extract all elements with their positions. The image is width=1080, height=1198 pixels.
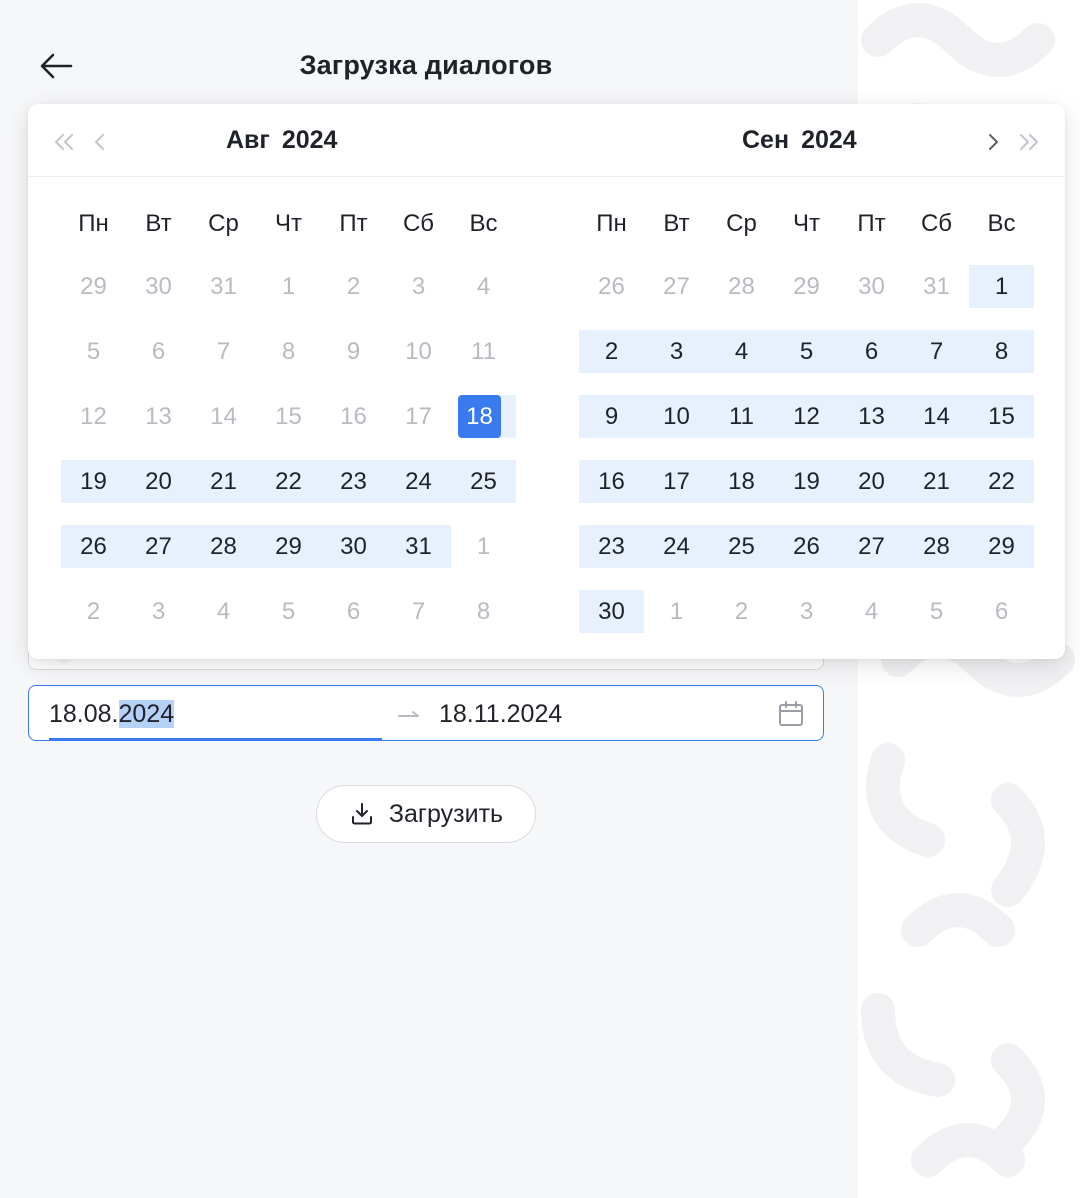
right-month-title	[742, 126, 857, 155]
day-cell[interactable]: 19	[61, 460, 126, 503]
day-cell[interactable]: 2	[579, 330, 644, 373]
day-cell[interactable]: 2	[734, 598, 749, 625]
day-cell[interactable]: 20	[839, 460, 904, 503]
day-cell[interactable]: 6	[346, 598, 361, 625]
day-cell[interactable]: 28	[191, 525, 256, 568]
week-row	[579, 584, 1034, 649]
week-row	[579, 454, 1034, 519]
day-cell[interactable]: 30	[858, 273, 885, 300]
day-cell[interactable]: 31	[923, 273, 950, 300]
day-cell[interactable]: 17	[644, 460, 709, 503]
day-cell[interactable]: 29	[793, 273, 820, 300]
day-cell[interactable]: 23	[321, 460, 386, 503]
day-cell[interactable]: 26	[61, 525, 126, 568]
weekday-label: Сб	[920, 210, 953, 237]
weekday-label: Вт	[663, 210, 690, 237]
day-cell[interactable]: 6	[839, 330, 904, 373]
day-cell[interactable]: 22	[256, 460, 321, 503]
page-title: Загрузка диалогов	[299, 50, 553, 80]
day-cell[interactable]: 1	[669, 598, 684, 625]
range-start-input[interactable]	[49, 698, 174, 730]
day-cell[interactable]: 20	[126, 460, 191, 503]
day-cell[interactable]: 29	[969, 525, 1034, 568]
day-cell[interactable]: 15	[275, 403, 302, 430]
day-cell[interactable]: 5	[86, 338, 101, 365]
week-row	[579, 324, 1034, 389]
left-year-label[interactable]: 2024	[281, 126, 338, 154]
day-cell[interactable]: 21	[904, 460, 969, 503]
day-cell[interactable]: 6	[994, 598, 1009, 625]
weekday-label: Вс	[469, 210, 498, 237]
weekday-label: Пт	[857, 210, 886, 237]
day-cell[interactable]: 3	[799, 598, 814, 625]
day-cell[interactable]: 27	[663, 273, 690, 300]
week-row	[61, 454, 516, 519]
week-row	[579, 259, 1034, 324]
right-year-label[interactable]: 2024	[801, 126, 857, 154]
day-cell[interactable]: 10	[644, 395, 709, 438]
day-cell[interactable]: 18	[709, 460, 774, 503]
day-cell[interactable]: 11	[471, 338, 496, 365]
day-cell[interactable]: 1	[969, 265, 1034, 308]
day-cell[interactable]: 24	[386, 460, 451, 503]
week-row	[61, 519, 516, 584]
day-cell[interactable]: 7	[411, 598, 426, 625]
week-row	[61, 324, 516, 389]
day-cell[interactable]: 26	[774, 525, 839, 568]
chevron-right-icon	[986, 132, 1000, 152]
day-cell[interactable]: 10	[405, 338, 432, 365]
day-cell[interactable]: 26	[598, 273, 625, 300]
day-cell[interactable]: 8	[969, 330, 1034, 373]
day-cell[interactable]: 2	[346, 273, 361, 300]
day-cell[interactable]: 11	[709, 395, 774, 438]
day-cell[interactable]: 21	[191, 460, 256, 503]
weekday-row	[579, 194, 1034, 259]
day-cell-selected[interactable]	[451, 395, 516, 438]
day-cell[interactable]: 7	[216, 338, 231, 365]
weekday-label: Чт	[275, 210, 302, 237]
day-cell[interactable]: 8	[476, 598, 491, 625]
day-cell[interactable]: 14	[210, 403, 237, 430]
weekday-label: Пт	[339, 210, 368, 237]
range-start-highlight: 2024	[118, 700, 175, 728]
day-cell[interactable]: 4	[476, 273, 491, 300]
weekday-label: Пн	[596, 210, 627, 237]
weekday-label: Ср	[208, 210, 239, 237]
picker-header	[28, 104, 1065, 177]
day-cell[interactable]: 5	[281, 598, 296, 625]
day-cell[interactable]: 1	[476, 533, 491, 560]
weekday-label: Вт	[145, 210, 172, 237]
chevron-left-icon	[93, 132, 107, 152]
upload-button-label: Загрузить	[388, 799, 504, 828]
day-cell[interactable]: 29	[256, 525, 321, 568]
date-range-picker	[28, 104, 1065, 659]
day-cell[interactable]: 25	[451, 460, 516, 503]
day-cell[interactable]: 16	[579, 460, 644, 503]
day-cell[interactable]: 9	[346, 338, 361, 365]
weekday-row	[61, 194, 516, 259]
prev-year-button[interactable]	[50, 128, 78, 156]
day-cell[interactable]: 1	[281, 273, 296, 300]
day-cell[interactable]: 15	[969, 395, 1034, 438]
day-cell[interactable]: 5	[774, 330, 839, 373]
range-end-input[interactable]: 18.11.2024	[439, 700, 563, 728]
day-cell[interactable]: 8	[281, 338, 296, 365]
day-cell[interactable]: 12	[80, 403, 107, 430]
prev-month-button[interactable]	[86, 128, 114, 156]
day-cell[interactable]: 19	[774, 460, 839, 503]
download-icon	[349, 801, 375, 827]
left-month-grid	[61, 194, 516, 649]
day-cell[interactable]: 28	[904, 525, 969, 568]
selected-day-label: 18	[458, 395, 501, 438]
day-cell[interactable]: 30	[321, 525, 386, 568]
week-row	[579, 519, 1034, 584]
day-cell[interactable]: 30	[145, 273, 172, 300]
day-cell[interactable]: 31	[210, 273, 237, 300]
day-cell[interactable]: 27	[839, 525, 904, 568]
day-cell[interactable]: 4	[864, 598, 879, 625]
day-cell[interactable]: 31	[386, 525, 451, 568]
left-month-label[interactable]: Авг	[226, 126, 270, 154]
day-cell[interactable]: 17	[405, 403, 432, 430]
day-cell[interactable]: 9	[579, 395, 644, 438]
active-input-bar	[49, 738, 382, 741]
date-range-input[interactable]	[28, 685, 824, 741]
day-cell[interactable]: 14	[904, 395, 969, 438]
week-row	[61, 389, 516, 454]
left-month-title	[226, 126, 337, 155]
day-cell[interactable]: 24	[644, 525, 709, 568]
week-row	[579, 389, 1034, 454]
week-row	[61, 259, 516, 324]
week-row	[61, 584, 516, 649]
day-cell[interactable]: 16	[340, 403, 367, 430]
day-cell[interactable]: 2	[86, 598, 101, 625]
day-cell[interactable]: 4	[216, 598, 231, 625]
day-cell[interactable]: 4	[709, 330, 774, 373]
day-cell[interactable]: 6	[151, 338, 166, 365]
day-cell[interactable]: 22	[969, 460, 1034, 503]
day-cell[interactable]: 28	[728, 273, 755, 300]
day-cell[interactable]: 25	[709, 525, 774, 568]
day-cell[interactable]: 3	[411, 273, 426, 300]
range-start-prefix: 18.08.	[49, 700, 119, 728]
weekday-label: Сб	[402, 210, 435, 237]
day-cell[interactable]: 7	[904, 330, 969, 373]
next-month-button[interactable]	[979, 128, 1007, 156]
day-cell[interactable]: 13	[839, 395, 904, 438]
weekday-label: Ср	[726, 210, 757, 237]
arrow-right-icon	[397, 704, 421, 724]
next-year-button[interactable]	[1015, 128, 1043, 156]
calendar-icon[interactable]	[777, 700, 805, 728]
right-month-label[interactable]: Сен	[742, 126, 790, 154]
right-month-grid	[579, 194, 1034, 649]
day-cell[interactable]: 5	[929, 598, 944, 625]
double-chevron-right-icon	[1017, 132, 1041, 152]
day-cell[interactable]: 3	[644, 330, 709, 373]
upload-button[interactable]	[316, 785, 536, 843]
day-cell[interactable]: 30	[579, 590, 644, 633]
weekday-label: Пн	[78, 210, 109, 237]
double-chevron-left-icon	[52, 132, 76, 152]
day-cell[interactable]: 27	[126, 525, 191, 568]
day-cell[interactable]: 13	[145, 403, 172, 430]
weekday-label: Вс	[987, 210, 1016, 237]
day-cell[interactable]: 23	[579, 525, 644, 568]
day-cell[interactable]: 29	[80, 273, 107, 300]
weekday-label: Чт	[793, 210, 820, 237]
day-cell[interactable]: 12	[774, 395, 839, 438]
day-cell[interactable]: 3	[151, 598, 166, 625]
